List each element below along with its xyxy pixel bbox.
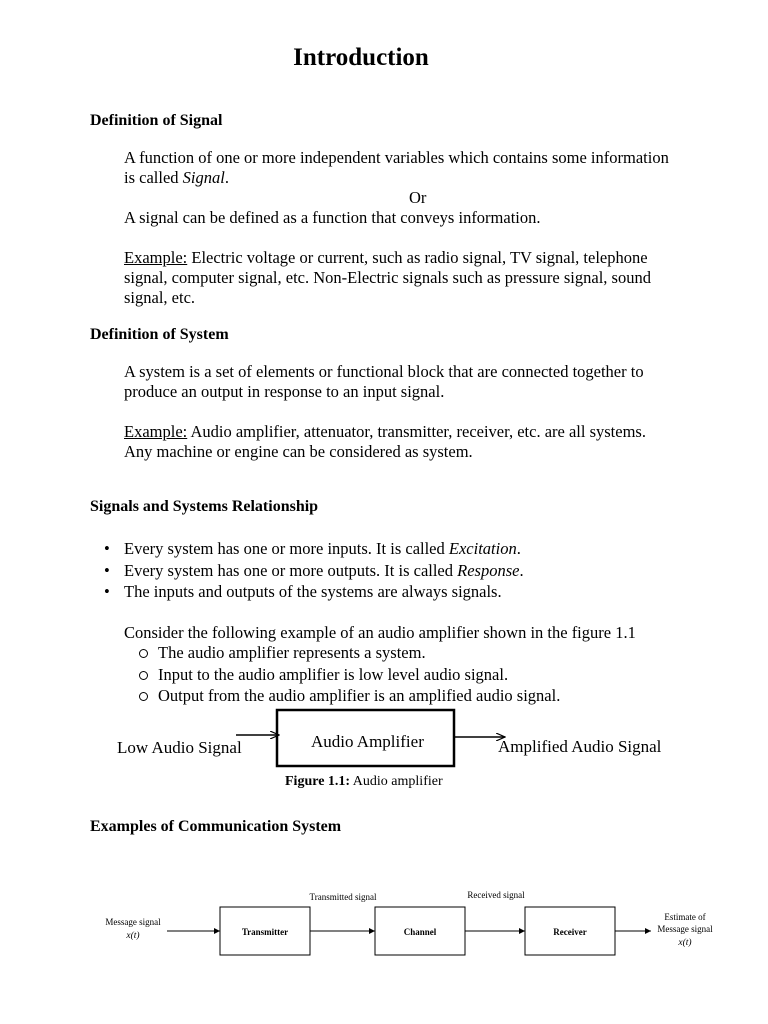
bullet-text: Every system has one or more inputs. It is called bbox=[124, 539, 449, 558]
audio-amplifier-label: Audio Amplifier bbox=[311, 732, 424, 751]
system-definition-line-1: A system is a set of elements or functional block that are connected together to bbox=[124, 362, 644, 381]
low-audio-signal-label: Low Audio Signal bbox=[117, 738, 242, 757]
signal-def-prefix: is called bbox=[124, 168, 183, 187]
example-label: Example: bbox=[124, 422, 188, 441]
bullet-suffix: . bbox=[516, 539, 521, 558]
system-definition-line-2: produce an output in response to an input signal. bbox=[124, 382, 445, 401]
bullet-term: Excitation bbox=[448, 539, 517, 558]
bullet-text: The inputs and outputs of the systems are always signals. bbox=[124, 582, 502, 601]
transmitted-signal-label: Transmitted signal bbox=[309, 892, 377, 902]
heading-signals-systems-relationship: Signals and Systems Relationship bbox=[90, 498, 319, 515]
figure-caption-text: Audio amplifier bbox=[350, 774, 443, 789]
amplified-audio-signal-label: Amplified Audio Signal bbox=[498, 737, 662, 756]
message-signal-symbol: x(t) bbox=[126, 931, 140, 941]
message-signal-label: Message signal bbox=[105, 917, 161, 927]
estimate-label-1: Estimate of bbox=[664, 912, 706, 922]
figure-caption bbox=[285, 774, 443, 790]
channel-label: Channel bbox=[403, 927, 437, 937]
example-label: Example: bbox=[124, 248, 188, 267]
figure-caption-number: Figure 1.1: bbox=[285, 774, 351, 789]
signal-def-suffix: . bbox=[224, 168, 229, 187]
or-separator: Or bbox=[409, 188, 427, 207]
list-item: Output from the audio amplifier is an amplified audio signal. bbox=[137, 685, 560, 707]
signal-alt-definition: A signal can be defined as a function that conveys information. bbox=[124, 208, 541, 227]
estimate-symbol: x(t) bbox=[678, 938, 692, 948]
bullet-term: Response bbox=[457, 560, 520, 580]
system-example-text: Audio amplifier, attenuator, transmitter, receiver, etc. are all systems. bbox=[187, 422, 646, 441]
signal-example-text: Electric voltage or current, such as radio signal, TV signal, telephone bbox=[187, 248, 648, 267]
estimate-label-2: Message signal bbox=[657, 924, 713, 934]
received-signal-label: Received signal bbox=[467, 890, 525, 900]
signal-definition-line-1: A function of one or more independent variables which contains some information bbox=[124, 148, 669, 167]
system-example-line-2: Any machine or engine can be considered as system. bbox=[124, 442, 473, 461]
transmitter-label: Transmitter bbox=[241, 927, 289, 937]
communication-system-diagram bbox=[105, 890, 713, 955]
consider-figure-text: Consider the following example of an audio amplifier shown in the figure 1.1 bbox=[124, 623, 636, 642]
page-title: Introduction bbox=[293, 44, 429, 71]
heading-communication-system: Examples of Communication System bbox=[90, 818, 342, 835]
bullet-suffix: . bbox=[519, 560, 524, 580]
bullet-text: Every system has one or more outputs. It is called bbox=[124, 560, 458, 580]
list-item: Input to the audio amplifier is low level audio signal. bbox=[137, 664, 560, 686]
heading-definition-of-system: Definition of System bbox=[90, 326, 229, 343]
signal-example-line-2: signal, computer signal, etc. Non-Electric signals such as pressure signal, sound bbox=[124, 268, 651, 287]
receiver-label: Receiver bbox=[553, 927, 587, 937]
signal-term: Signal bbox=[182, 168, 225, 187]
heading-definition-of-signal: Definition of Signal bbox=[90, 112, 223, 129]
signal-example-line-3: signal, etc. bbox=[124, 288, 196, 307]
list-item: The audio amplifier represents a system. bbox=[137, 642, 560, 664]
